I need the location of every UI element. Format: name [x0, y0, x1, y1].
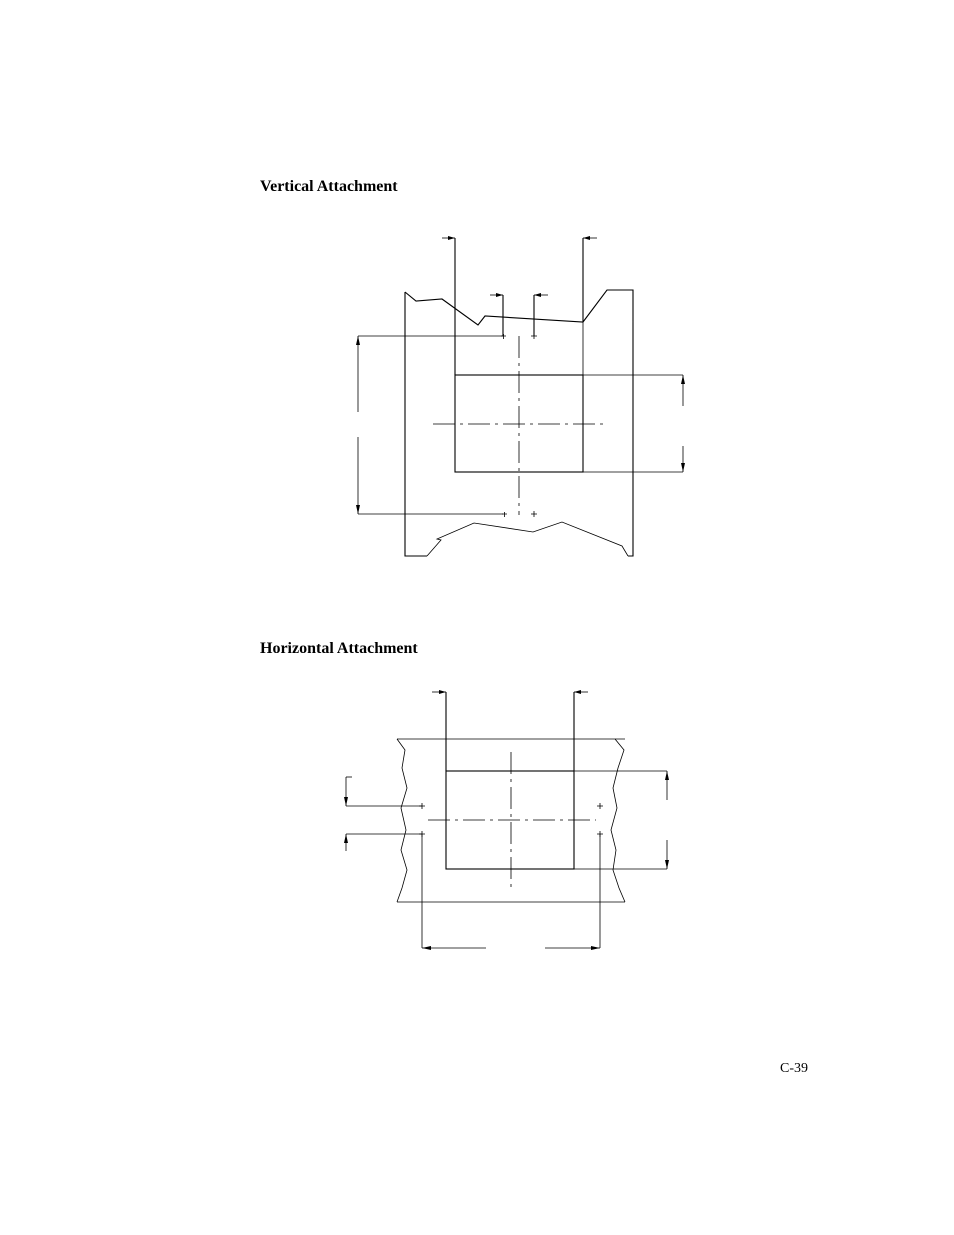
horizontal-bolt-spacing-dimension: [344, 777, 422, 851]
section-title-vertical-attachment: Vertical Attachment: [260, 178, 398, 195]
section-title-horizontal-attachment: Horizontal Attachment: [260, 640, 418, 657]
page-number: C-39: [780, 1061, 808, 1076]
horizontal-plate-height-dimension: [665, 771, 669, 869]
horizontal-plate-width-dimension: [432, 690, 588, 771]
